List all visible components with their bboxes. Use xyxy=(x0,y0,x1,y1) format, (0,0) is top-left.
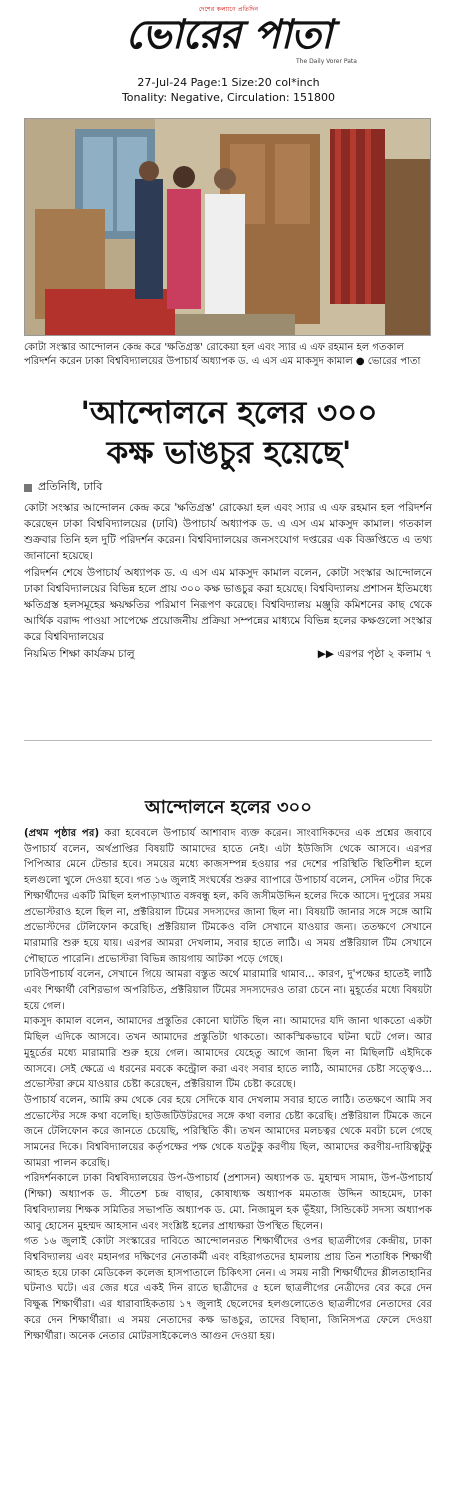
news-photo xyxy=(24,118,431,336)
byline xyxy=(24,478,102,497)
masthead-tagline: দেশের কল্যাণে প্রতিদিন xyxy=(198,6,259,13)
byline-text: প্রতিনিধি, ঢাবি xyxy=(38,480,103,493)
story-last-line: নিয়মিত শিক্ষা কার্যক্রম চালু xyxy=(24,648,135,660)
story-paragraph: ঢাবিউপাচার্য বলেন, সেখানে গিয়ে আমরা বস্তুত অর্থে মারামারি থামাব... কারণ, দু'পক্ষের হাতেই লাঠি এবং শিক্ষার্থী বেশিরভাগ অপরিচিত, প্রক্টরিয়াল টিমের সদস্যদেরও তারা চেনে না। মুহূর্তের মধ্যে বিষয়টা হয়ে গেল। xyxy=(24,969,432,1012)
continued-on-page-reference: ▶▶ এরপর পৃষ্ঠা ২ কলাম ৭ xyxy=(317,648,432,660)
newspaper-logo-english: The Daily Vorer Pata xyxy=(296,58,357,65)
square-bullet-icon xyxy=(24,484,32,492)
main-headline xyxy=(20,393,438,473)
story-paragraph: কোটা সংস্কার আন্দোলন কেন্দ্র করে 'ক্ষতিগ্রস্ত' রোকেয়া হল এবং স্যার এ এফ রহমান হল পরিদর্শন করেছেন ঢাকা বিশ্ববিদ্যালয়ের (ঢাবি) উপাচার্য অধ্যাপক ড. এ এস এম মাকসুদ কামাল। গতকাল শুক্রবার তিনি হল দুটি পরিদর্শন করেন। বিশ্ববিদ্যালয়ের জনসংযোগ দপ্তরের এক বিজ্ঞপ্তিতে এ তথ্য জানানো হয়েছে। xyxy=(24,502,432,562)
headline-line-2: কক্ষ ভাঙচুর হয়েছে' xyxy=(106,435,352,471)
headline-line-1: 'আন্দোলনে হলের ৩০০ xyxy=(80,395,378,431)
masthead xyxy=(0,0,457,70)
story-paragraph xyxy=(24,826,432,967)
story-paragraph: পরিদর্শন শেষে উপাচার্য অধ্যাপক ড. এ এস এম মাকসুদ কামাল বলেন, কোটা সংস্কার আন্দোলনে ঢাকা বিশ্ববিদ্যালয়ের বিভিন্ন হলে প্রায় ৩০০ কক্ষ ভাঙচুর করা হয়েছে। বিশ্ববিদ্যালয় প্রশাসন ইতিমধ্যে ক্ষতিগ্রস্ত হলসমূহের ক্ষয়ক্ষতির পরিমাণ নিরূপণ করেছে। বিশ্ববিদ্যালয় মঞ্জুরি কমিশনের কাছ থেকে আর্থিক বরাদ্দ পাওয়া সাপেক্ষে প্রয়োজনীয় প্রক্রিয়া সম্পন্নের মাধ্যমে বিভিন্ন হলের কক্ষগুলো সংস্কার করে বিশ্ববিদ্যালয়ের xyxy=(24,567,432,643)
photo-caption: কোটা সংস্কার আন্দোলন কেন্দ্র করে 'ক্ষতিগ্রস্ত' রোকেয়া হল এবং স্যার এ এফ রহমান হল গতকাল পরিদর্শন করেন ঢাকা বিশ্ববিদ্যালয়ের উপাচার্য অধ্যাপক ড. এ এস এম মাকসুদ কামাল ● ভোরের পাতা xyxy=(24,342,421,367)
news-photo-illustration xyxy=(25,119,431,336)
continued-row xyxy=(24,646,432,662)
continuation-story xyxy=(24,826,432,1344)
section-divider xyxy=(24,740,432,741)
front-page-story xyxy=(24,500,432,662)
story-paragraph: গত ১৬ জুলাই কোটা সংস্কারের দাবিতে আন্দোলনরত শিক্ষার্থীদের ওপর ছাত্রলীগের কেন্দ্রীয়, ঢাকা বিশ্ববিদ্যালয় এবং মহানগর দক্ষিণের নেতাকর্মী এবং বহিরাগতদের হামলায় প্রায় তিন শতাধিক শিক্ষার্থী আহত হয়ে ঢাকা মেডিকেল কলেজ হাসপাতালে চিকিৎসা নেন। এ সময় নারী শিক্ষার্থীদের শ্লীলতাহানির ঘটনাও ঘটে। এর জের ধরে একই দিন রাতে ছাত্রীদের ৫ হলে ছাত্রলীগের নেত্রীদের বের করে দেন বিক্ষুব্ধ শিক্ষার্থীরা। এর ধারাবাহিকতায় ১৭ জুলাই ছেলেদের হলগুলোতেও ছাত্রলীগের নেতাদের বের করে দেন শিক্ষার্থীরা। এ সময় নেতাদের কক্ষ ভাঙচুর, তাদের বিছানা, জিনিসপত্র ফেলে দেওয়া শিক্ষার্থীরা। অনেক নেতার মোটরসাইকেলেও আগুন দেওয়া হয়। xyxy=(24,1236,432,1342)
newspaper-logo: ভোরের পাতা xyxy=(125,11,332,58)
continuation-headline: আন্দোলনে হলের ৩০০ xyxy=(145,797,312,818)
clipping-meta-tonality: Tonality: Negative, Circulation: 151800 xyxy=(121,91,336,104)
continuation-lead: (প্রথম পৃষ্ঠার পর) xyxy=(24,828,100,839)
story-paragraph: উপাচার্য বলেন, আমি রুম থেকে বের হয়ে সেদিকে যাব দেখলাম সবার হাতে লাঠি। ততক্ষণে আমি সব প্রভোস্টের সঙ্গে কথা বলেছি। হাউজটিউটরদের সঙ্গে কথা বলার চেষ্টা করেছি। প্রক্টরিয়াল টিমকে জনে জনে টেলিফোন করে জানতে চেয়েছি, পরিস্থিতি কী। তখন আমাদের মলচত্বর থেকে মবটা চলে গেছে সামনের দিকে। বিশ্ববিদ্যালয়ের কর্তৃপক্ষের পক্ষ থেকে যতটুকু করণীয় ছিল, আমাদের করণীয়-দায়িত্বটুকু আমরা পালন করেছি। xyxy=(24,1094,432,1169)
clipping-meta-date-size: 27-Jul-24 Page:1 Size:20 col*inch xyxy=(137,76,320,89)
continuation-paragraph-text: করা হবেবলে উপাচার্য আশাবাদ ব্যক্ত করেন। সাংবাদিকদের এক প্রশ্নের জবাবে উপাচার্য বলেন, অর্থপ্রাপ্তির বিষয়টি আমাদের হাতে নেই। এটা ইউজিসি থেকে আসবে। এরপর পিপিআর মেনে টেন্ডার হবে। সময়ের মধ্যে কাজসম্পন্ন হওয়ার পর দেশের পরিস্থিতি স্থিতিশীল হলে হলগুলো খুলে দেওয়া হবে। গত ১৬ জুলাই সংঘর্ষের শুরুর ব্যাপারে উপাচার্য বলেন, সেদিন ৩টার দিকে শিক্ষার্থীদের একটি মিছিল হলপাড়াখ্যাত বঙ্গবন্ধু হল, কবি জসীমউদ্দিন হলের দিকে আসে। দুপুরের সময় প্রভোস্টরাও হলে ছিল না, প্রক্টরিয়াল টিমের সদস্যদের জানা ছিল না। বিষয়টি জানার সঙ্গে সঙ্গে আমি প্রভোস্টদের টেলিফোন করেছি। প্রক্টরিয়াল টিমকেও বলি সেখানে যাওয়ার জন্য। ততক্ষণে সেখানে মারামারি শুরু হয়ে যায়। এরপর আমরা দেখলাম, সবার হাতে লাঠি। এ সময় প্রক্টরিয়াল টিম সেখানে পৌছাতে পারেনি। প্রভোস্টরা বিভিন্ন জায়গায় আটকা পড়ে গেছে। xyxy=(24,828,432,965)
story-paragraph: পরিদর্শনকালে ঢাকা বিশ্ববিদ্যালয়ের উপ-উপাচার্য (প্রশাসন) অধ্যাপক ড. মুহাম্মদ সামাদ, উপ-উপাচার্য (শিক্ষা) অধ্যাপক ড. সীতেশ চন্দ্র বাছার, কোষাধ্যক্ষ অধ্যাপক মমতাজ উদ্দিন আহমেদ, ঢাকা বিশ্ববিদ্যালয় শিক্ষক সমিতির সভাপতি অধ্যাপক ড. মো. নিজামুল হক ভূঁইয়া, সিন্ডিকেট সদস্য অধ্যাপক আবু হোসেন মুহম্মদ আহসান এবং সংশ্লিষ্ট হলের প্রাধ্যক্ষরা উপস্থিত ছিলেন। xyxy=(24,1173,432,1232)
story-paragraph: মাকসুদ কামাল বলেন, আমাদের প্রস্তুতির কোনো ঘাটতি ছিল না। আমাদের যদি জানা থাকতো একটা মিছিল এদিকে আসবে। তখন আমাদের প্রস্তুতিটা থাকতো। আকস্মিকভাবে ঘটনা ঘটে গেল। আর মুহূর্তের মধ্যে মারামারি শুরু হয়ে গেল। আমাদের যেহেতু আগে জানা ছিল না মিছিলটি এইদিকে আসবে। সেই ক্ষেত্রে এ ধরনের মবকে কন্ট্রোল করা এবং সবার হাতে লাঠি, আমাদের চেষ্টা সত্ত্বেও... প্রভোস্টরা রুমে যাওয়ার চেষ্টা করেছেন, প্রক্টরিয়াল টিম চেষ্টা করেছে। xyxy=(24,1016,432,1091)
